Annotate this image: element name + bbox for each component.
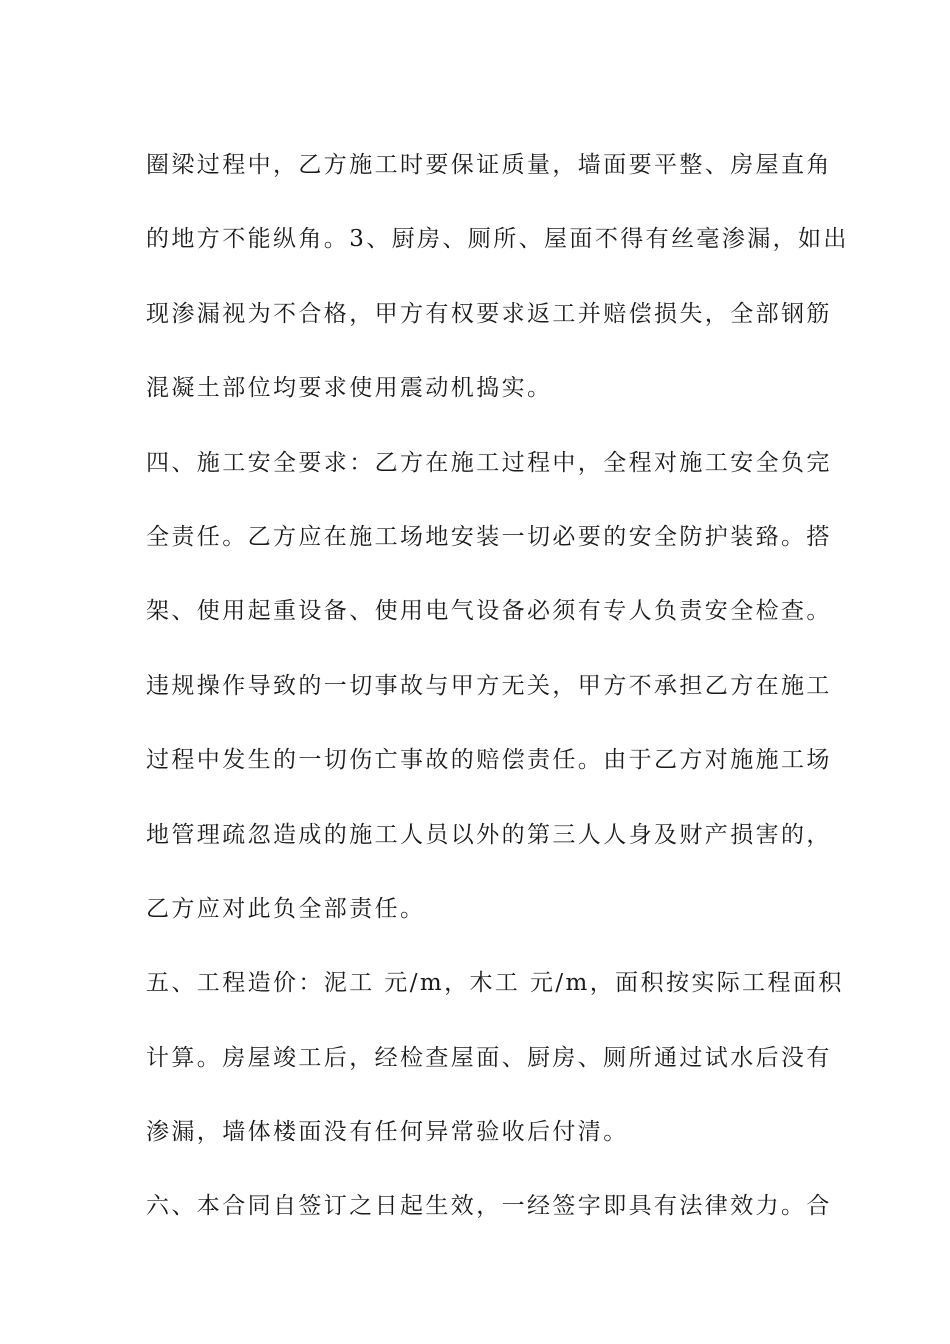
text-line: 地管理疏忽造成的施工人员以外的第三人人身及财产损害的， — [146, 821, 832, 848]
text-line: 违规操作导致的一切事故与甲方无关，甲方不承担乙方在施工 — [146, 672, 832, 699]
text-line: 过程中发生的一切伤亡事故的赔偿责任。由于乙方对施施工场 — [146, 747, 832, 774]
text-line: 全责任。乙方应在施工场地安装一切必要的安全防护装臵。搭 — [146, 523, 832, 550]
text-line: 乙方应对此负全部责任。 — [146, 895, 426, 922]
text-line: 渗漏，墙体楼面没有任何异常验收后付清。 — [146, 1119, 629, 1146]
text-line: 计算。房屋竣工后，经检查屋面、厨房、厕所通过试水后没有 — [146, 1044, 832, 1071]
text-line: 的地方不能纵角。3、厨房、厕所、屋面不得有丝毫渗漏，如出 — [146, 226, 849, 253]
section-six-heading-line: 六、本合同自签订之日起生效，一经签字即具有法律效力。合 — [146, 1193, 832, 1220]
section-four-heading-line: 四、施工安全要求：乙方在施工过程中，全程对施工安全负完 — [146, 449, 832, 476]
contract-body-text — [146, 128, 849, 1244]
text-line: 圈梁过程中，乙方施工时要保证质量，墙面要平整、房屋直角 — [146, 152, 832, 178]
text-line: 混凝土部位均要求使用震动机捣实。 — [146, 375, 553, 402]
text-line: 现渗漏视为不合格，甲方有权要求返工并赔偿损失，全部钢筋 — [146, 300, 832, 327]
text-line: 架、使用起重设备、使用电气设备必须有专人负责安全检查。 — [146, 598, 832, 625]
section-five-heading-line: 五、工程造价：泥工 元/m，木工 元/m，面积按实际工程面积 — [146, 970, 844, 997]
